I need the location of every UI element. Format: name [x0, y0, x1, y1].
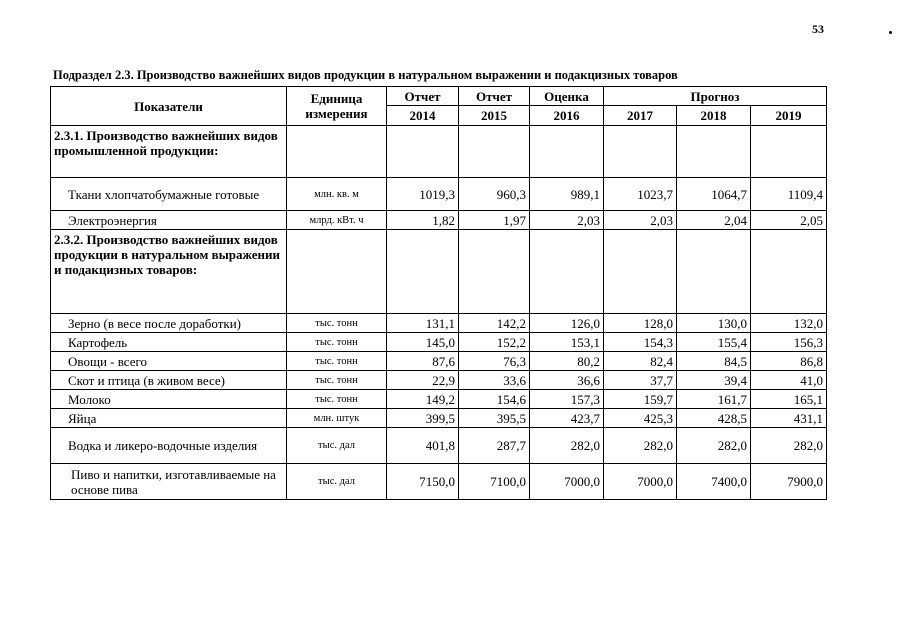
row-name: Овощи - всего [51, 352, 287, 371]
row-value: 399,5 [387, 409, 459, 428]
row-value: 7900,0 [751, 464, 827, 500]
header-year: 2016 [530, 106, 604, 126]
table-row [51, 333, 827, 352]
table-row [51, 371, 827, 390]
row-name: Скот и птица (в живом весе) [51, 371, 287, 390]
table-row [51, 464, 827, 500]
row-name: Картофель [51, 333, 287, 352]
row-value: 282,0 [530, 428, 604, 464]
row-value: 401,8 [387, 428, 459, 464]
table-caption: Подраздел 2.3. Производство важнейших видов продукции в натуральном выражении и подакцизных товаров [53, 68, 678, 82]
table-row [51, 314, 827, 333]
row-value: 2,04 [677, 211, 751, 230]
row-value: 22,9 [387, 371, 459, 390]
section-1-title: 2.3.1. Производство важнейших видов промышленной продукции: [51, 126, 287, 178]
row-value: 2,05 [751, 211, 827, 230]
row-value: 431,1 [751, 409, 827, 428]
empty-cell [530, 230, 604, 314]
row-name: Яйца [51, 409, 287, 428]
header-row-1 [51, 87, 827, 106]
row-value: 142,2 [459, 314, 530, 333]
row-value: 41,0 [751, 371, 827, 390]
row-value: 128,0 [604, 314, 677, 333]
header-year: 2019 [751, 106, 827, 126]
empty-cell [387, 126, 459, 178]
row-value: 145,0 [387, 333, 459, 352]
row-value: 165,1 [751, 390, 827, 409]
row-unit: млн. кв. м [287, 178, 387, 211]
header-year: 2018 [677, 106, 751, 126]
row-value: 7400,0 [677, 464, 751, 500]
row-value: 131,1 [387, 314, 459, 333]
row-value: 428,5 [677, 409, 751, 428]
header-year: 2015 [459, 106, 530, 126]
row-value: 282,0 [604, 428, 677, 464]
header-report-2015: Отчет [459, 87, 530, 106]
table-row [51, 428, 827, 464]
header-unit [287, 87, 387, 126]
header-estimate: Оценка [530, 87, 604, 106]
header-year: 2014 [387, 106, 459, 126]
table-row [51, 211, 827, 230]
row-unit: тыс. тонн [287, 333, 387, 352]
row-value: 287,7 [459, 428, 530, 464]
row-value: 156,3 [751, 333, 827, 352]
row-value: 132,0 [751, 314, 827, 333]
row-value: 282,0 [751, 428, 827, 464]
empty-cell [604, 126, 677, 178]
row-name: Электроэнергия [51, 211, 287, 230]
row-value: 37,7 [604, 371, 677, 390]
row-value: 154,3 [604, 333, 677, 352]
row-value: 7000,0 [604, 464, 677, 500]
row-name: Ткани хлопчатобумажные готовые [51, 178, 287, 211]
table-row [51, 352, 827, 371]
row-value: 423,7 [530, 409, 604, 428]
row-value: 1064,7 [677, 178, 751, 211]
row-value: 989,1 [530, 178, 604, 211]
row-value: 159,7 [604, 390, 677, 409]
empty-cell [459, 230, 530, 314]
header-unit-line1: Единица [310, 91, 363, 106]
row-value: 395,5 [459, 409, 530, 428]
empty-cell [387, 230, 459, 314]
row-unit: тыс. тонн [287, 371, 387, 390]
section-2-row [51, 230, 827, 314]
row-value: 82,4 [604, 352, 677, 371]
table-row [51, 409, 827, 428]
row-value: 39,4 [677, 371, 751, 390]
row-value: 157,3 [530, 390, 604, 409]
empty-cell [287, 126, 387, 178]
row-value: 80,2 [530, 352, 604, 371]
header-report-2014: Отчет [387, 87, 459, 106]
row-unit: тыс. дал [287, 428, 387, 464]
row-value: 2,03 [530, 211, 604, 230]
row-unit: тыс. тонн [287, 390, 387, 409]
row-value: 1,97 [459, 211, 530, 230]
row-value: 149,2 [387, 390, 459, 409]
row-value: 33,6 [459, 371, 530, 390]
scan-speck [889, 31, 892, 34]
row-value: 1019,3 [387, 178, 459, 211]
row-name: Зерно (в весе после доработки) [51, 314, 287, 333]
row-value: 86,8 [751, 352, 827, 371]
row-value: 161,7 [677, 390, 751, 409]
row-value: 7150,0 [387, 464, 459, 500]
header-indicators: Показатели [51, 87, 287, 126]
table-row [51, 178, 827, 211]
empty-cell [677, 126, 751, 178]
empty-cell [751, 230, 827, 314]
row-value: 36,6 [530, 371, 604, 390]
header-unit-line2: измерения [305, 106, 368, 121]
row-value: 76,3 [459, 352, 530, 371]
row-value: 1023,7 [604, 178, 677, 211]
row-name: Пиво и напитки, изготавливаемые на основе пива [51, 464, 287, 500]
empty-cell [751, 126, 827, 178]
row-value: 960,3 [459, 178, 530, 211]
empty-cell [604, 230, 677, 314]
row-name: Молоко [51, 390, 287, 409]
row-value: 87,6 [387, 352, 459, 371]
row-value: 130,0 [677, 314, 751, 333]
section-1-row [51, 126, 827, 178]
row-unit: млн. штук [287, 409, 387, 428]
table-row [51, 390, 827, 409]
row-value: 1,82 [387, 211, 459, 230]
header-forecast: Прогноз [604, 87, 827, 106]
row-value: 1109,4 [751, 178, 827, 211]
section-2-title: 2.3.2. Производство важнейших видов продукции в натуральном выражении и подакцизных товаров: [51, 230, 287, 314]
row-value: 126,0 [530, 314, 604, 333]
row-value: 7000,0 [530, 464, 604, 500]
row-value: 2,03 [604, 211, 677, 230]
row-unit: тыс. тонн [287, 352, 387, 371]
row-name: Водка и ликеро-водочные изделия [51, 428, 287, 464]
row-value: 7100,0 [459, 464, 530, 500]
row-unit: тыс. тонн [287, 314, 387, 333]
row-value: 153,1 [530, 333, 604, 352]
table-body [51, 87, 827, 500]
row-value: 152,2 [459, 333, 530, 352]
empty-cell [459, 126, 530, 178]
row-value: 84,5 [677, 352, 751, 371]
row-unit: млрд. кВт. ч [287, 211, 387, 230]
header-year: 2017 [604, 106, 677, 126]
row-value: 282,0 [677, 428, 751, 464]
page-number: 53 [812, 22, 824, 36]
row-value: 425,3 [604, 409, 677, 428]
row-unit: тыс. дал [287, 464, 387, 500]
production-table [50, 86, 827, 500]
empty-cell [677, 230, 751, 314]
empty-cell [530, 126, 604, 178]
row-value: 155,4 [677, 333, 751, 352]
row-value: 154,6 [459, 390, 530, 409]
empty-cell [287, 230, 387, 314]
